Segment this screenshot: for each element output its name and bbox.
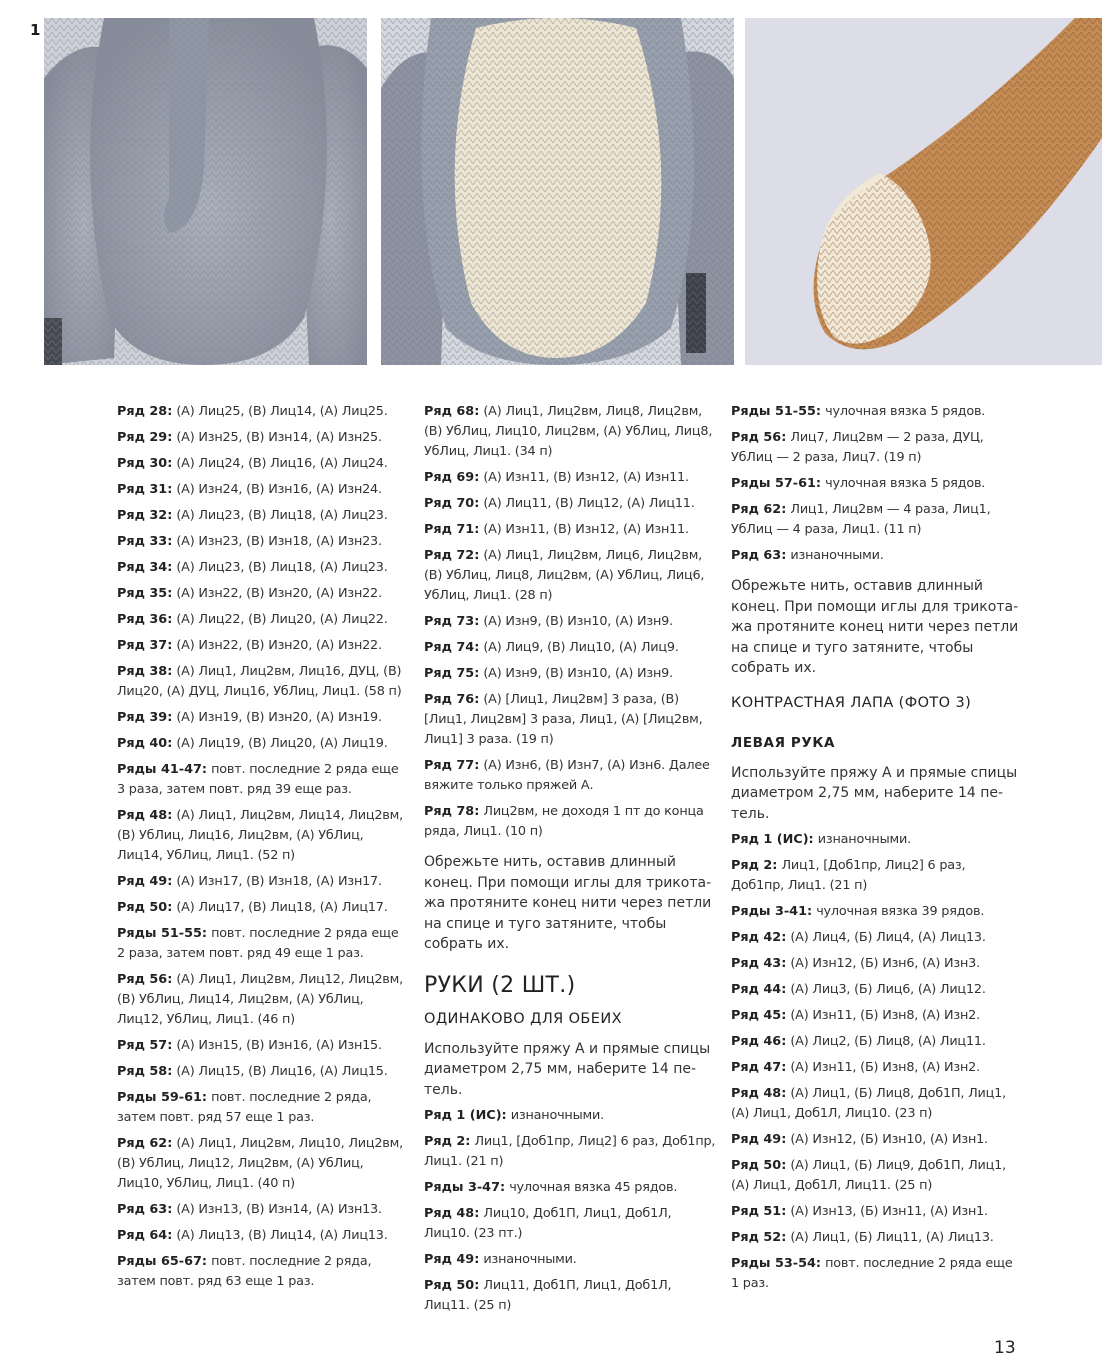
row-label: Ряд 34: bbox=[117, 560, 173, 575]
row-label: Ряд 63: bbox=[731, 548, 787, 563]
instruction-row bbox=[731, 1058, 1021, 1078]
row-text: повт. последние 2 ряда, затем повт. ряд 63 еще 1 раз. bbox=[117, 1254, 372, 1289]
row-label: Ряд 39: bbox=[117, 710, 173, 725]
row-label: Ряд 38: bbox=[117, 664, 173, 679]
row-text: Лиц11, Доб1П, Лиц1, Доб1Л, Лиц11. (25 п) bbox=[424, 1278, 672, 1313]
instruction-row bbox=[117, 662, 407, 702]
row-label: Ряд 74: bbox=[424, 640, 480, 655]
row-label: Ряд 48: bbox=[117, 808, 173, 823]
photo-number-1: 1 bbox=[30, 21, 41, 39]
row-text: Лиц7, Лиц2вм — 2 раза, ДУЦ, УбЛиц — 2 раза, Лиц7. (19 п) bbox=[731, 430, 984, 465]
body-paragraph: Используйте пряжу А и прямые спицы диаметром 2,75 мм, наберите 14 пе-тель. bbox=[731, 764, 1018, 822]
row-text: (A) Лиц3, (Б) Лиц6, (A) Лиц12. bbox=[790, 982, 986, 997]
section-heading: РУКИ (2 ШТ.) bbox=[424, 972, 576, 998]
body-paragraph: Обрежьте нить, оставив длинный конец. При помощи иглы для трикота-жа протяните конец нити через петли на спице и туго затяните, чтобы собрать их. bbox=[424, 854, 712, 952]
row-label: Ряд 30: bbox=[117, 456, 173, 471]
instruction-row bbox=[731, 1032, 1021, 1052]
instruction-row bbox=[117, 1062, 407, 1082]
row-text: (A) Изн9, (B) Изн10, (A) Изн9. bbox=[483, 614, 673, 629]
row-label: Ряд 49: bbox=[117, 874, 173, 889]
row-text: (A) Изн17, (B) Изн18, (A) Изн17. bbox=[176, 874, 382, 889]
instruction-row bbox=[731, 1006, 1021, 1026]
page-number: 13 bbox=[994, 1338, 1016, 1358]
row-label: Ряд 49: bbox=[424, 1252, 480, 1267]
row-label: Ряд 69: bbox=[424, 470, 480, 485]
instruction-row bbox=[731, 546, 1021, 566]
row-label: Ряд 56: bbox=[731, 430, 787, 445]
row-text: повт. последние 2 ряда еще 1 раз. bbox=[731, 1256, 1013, 1291]
instruction-row bbox=[117, 636, 407, 656]
row-text: изнаночными. bbox=[510, 1108, 604, 1123]
row-text: (A) Лиц1, Лиц2вм, Лиц6, Лиц2вм, (B) УбЛиц, Лиц8, Лиц2вм, (A) УбЛиц, Лиц6, УбЛиц, Лиц1. (28 п) bbox=[424, 548, 705, 603]
photo-2-front-view bbox=[381, 18, 734, 365]
row-text: повт. последние 2 ряда еще 2 раза, затем повт. ряд 49 еще 1 раз. bbox=[117, 926, 399, 961]
row-label: Ряды 51-55: bbox=[117, 926, 208, 941]
row-label: Ряд 1 (ИС): bbox=[424, 1108, 507, 1123]
row-text: Лиц2вм, не доходя 1 пт до конца ряда, Лиц1. (10 п) bbox=[424, 804, 704, 839]
row-text: (A) Изн9, (B) Изн10, (A) Изн9. bbox=[483, 666, 673, 681]
column-3 bbox=[731, 402, 1021, 1300]
column-1 bbox=[117, 402, 407, 1298]
row-text: чулочная вязка 39 рядов. bbox=[816, 904, 985, 919]
instruction-row bbox=[117, 760, 407, 800]
instruction-row bbox=[424, 1250, 716, 1270]
instruction-row bbox=[731, 1130, 1021, 1150]
row-text: (A) Лиц23, (B) Лиц18, (A) Лиц23. bbox=[176, 560, 388, 575]
row-label: Ряд 63: bbox=[117, 1202, 173, 1217]
instruction-row bbox=[117, 970, 407, 1030]
row-text: (A) Изн19, (B) Изн20, (A) Изн19. bbox=[176, 710, 382, 725]
instruction-row bbox=[731, 954, 1021, 974]
instruction-row bbox=[117, 1252, 407, 1292]
row-label: Ряд 71: bbox=[424, 522, 480, 537]
row-text: изнаночными. bbox=[790, 548, 884, 563]
row-label: Ряд 44: bbox=[731, 982, 787, 997]
row-text: (A) Лиц23, (B) Лиц18, (A) Лиц23. bbox=[176, 508, 388, 523]
row-label: Ряд 48: bbox=[424, 1206, 480, 1221]
row-text: повт. последние 2 ряда, затем повт. ряд 57 еще 1 раз. bbox=[117, 1090, 372, 1125]
instruction-row bbox=[117, 1226, 407, 1246]
row-label: Ряд 62: bbox=[117, 1136, 173, 1151]
instruction-row bbox=[424, 664, 716, 684]
row-text: (A) Лиц1, (Б) Лиц8, Доб1П, Лиц1, (A) Лиц1, Доб1Л, Лиц10. (23 п) bbox=[731, 1086, 1006, 1121]
photo-3-contrast-paw bbox=[745, 18, 1102, 365]
row-label: Ряд 76: bbox=[424, 692, 480, 707]
row-text: (A) Изн12, (Б) Изн6, (A) Изн3. bbox=[790, 956, 980, 971]
row-label: Ряд 42: bbox=[731, 930, 787, 945]
row-text: (A) Лиц22, (B) Лиц20, (A) Лиц22. bbox=[176, 612, 388, 627]
row-label: Ряд 2: bbox=[731, 858, 778, 873]
instruction-row bbox=[424, 520, 716, 540]
row-label: Ряд 56: bbox=[117, 972, 173, 987]
row-text: (A) Изн22, (B) Изн20, (A) Изн22. bbox=[176, 638, 382, 653]
instruction-row bbox=[117, 610, 407, 630]
row-text: (A) Лиц24, (B) Лиц16, (A) Лиц24. bbox=[176, 456, 388, 471]
row-label: Ряд 50: bbox=[424, 1278, 480, 1293]
row-text: изнаночными. bbox=[817, 832, 911, 847]
row-label: Ряд 68: bbox=[424, 404, 480, 419]
row-label: Ряды 57-61: bbox=[731, 476, 822, 491]
row-text: (A) Лиц1, Лиц2вм, Лиц8, Лиц2вм, (B) УбЛиц, Лиц10, Лиц2вм, (A) УбЛиц, Лиц8, УбЛиц, Лиц1. (34 п) bbox=[424, 404, 713, 459]
row-label: Ряд 36: bbox=[117, 612, 173, 627]
row-label: Ряд 35: bbox=[117, 586, 173, 601]
row-text: (A) Изн6, (B) Изн7, (A) Изн6. Далее вяжите только пряжей А. bbox=[424, 758, 710, 793]
instruction-row bbox=[117, 872, 407, 892]
instruction-row bbox=[117, 584, 407, 604]
row-label: Ряд 70: bbox=[424, 496, 480, 511]
row-text: (A) Лиц1, Лиц2вм, Лиц14, Лиц2вм, (B) УбЛиц, Лиц16, Лиц2вм, (A) УбЛиц, Лиц14, УбЛиц, Лиц1. (52 п) bbox=[117, 808, 403, 863]
row-label: Ряд 58: bbox=[117, 1064, 173, 1079]
row-text: Лиц1, [Доб1пр, Лиц2] 6 раз, Доб1пр, Лиц1. (21 п) bbox=[731, 858, 966, 893]
row-text: (A) Лиц2, (Б) Лиц8, (A) Лиц11. bbox=[790, 1034, 986, 1049]
row-label: Ряды 53-54: bbox=[731, 1256, 822, 1271]
row-text: (A) Лиц9, (B) Лиц10, (A) Лиц9. bbox=[483, 640, 679, 655]
instruction-row bbox=[731, 1156, 1021, 1196]
row-text: (A) Изн11, (B) Изн12, (A) Изн11. bbox=[483, 522, 689, 537]
row-text: (A) Лиц13, (B) Лиц14, (A) Лиц13. bbox=[176, 1228, 388, 1243]
row-text: Лиц10, Доб1П, Лиц1, Доб1Л, Лиц10. (23 пт.) bbox=[424, 1206, 672, 1241]
row-label: Ряд 47: bbox=[731, 1060, 787, 1075]
instruction-row bbox=[731, 928, 1021, 948]
row-text: (A) Изн11, (B) Изн12, (A) Изн11. bbox=[483, 470, 689, 485]
instruction-row bbox=[731, 428, 1021, 468]
instruction-row bbox=[117, 734, 407, 754]
row-label: Ряд 62: bbox=[731, 502, 787, 517]
row-label: Ряд 77: bbox=[424, 758, 480, 773]
instruction-row bbox=[117, 708, 407, 728]
instruction-row bbox=[117, 1088, 407, 1128]
instruction-row bbox=[424, 1276, 716, 1316]
row-label: Ряд 32: bbox=[117, 508, 173, 523]
instruction-row bbox=[424, 402, 716, 462]
body-paragraph: Обрежьте нить, оставив длинный конец. При помощи иглы для трикота-жа протяните конец нити через петли на спице и туго затяните, чтобы собрать их. bbox=[731, 578, 1019, 676]
instruction-row bbox=[731, 1228, 1021, 1248]
row-text: (A) Изн25, (B) Изн14, (A) Изн25. bbox=[176, 430, 382, 445]
instruction-row bbox=[424, 638, 716, 658]
row-text: (A) Изн12, (Б) Изн10, (A) Изн1. bbox=[790, 1132, 988, 1147]
instruction-row bbox=[424, 468, 716, 488]
row-text: (A) Изн11, (Б) Изн8, (A) Изн2. bbox=[790, 1060, 980, 1075]
row-label: Ряды 41-47: bbox=[117, 762, 208, 777]
row-text: повт. последние 2 ряда еще 3 раза, затем повт. ряд 39 еще раз. bbox=[117, 762, 399, 797]
row-label: Ряд 45: bbox=[731, 1008, 787, 1023]
instruction-row bbox=[117, 898, 407, 918]
instruction-row bbox=[731, 902, 1021, 922]
column-2 bbox=[424, 402, 716, 1322]
row-label: Ряд 33: bbox=[117, 534, 173, 549]
row-text: (A) Лиц11, (B) Лиц12, (A) Лиц11. bbox=[483, 496, 695, 511]
row-label: Ряд 75: bbox=[424, 666, 480, 681]
row-label: Ряд 29: bbox=[117, 430, 173, 445]
row-label: Ряды 51-55: bbox=[731, 404, 822, 419]
instruction-row bbox=[731, 1254, 1021, 1294]
instruction-row bbox=[731, 1202, 1021, 1222]
row-label: Ряд 40: bbox=[117, 736, 173, 751]
instruction-row bbox=[117, 506, 407, 526]
instruction-row bbox=[424, 1106, 716, 1126]
row-text: (A) [Лиц1, Лиц2вм] 3 раза, (B) [Лиц1, Лиц2вм] 3 раза, Лиц1, (A) [Лиц2вм, Лиц1] 3 раза. (19 п) bbox=[424, 692, 703, 747]
row-label: Ряд 50: bbox=[731, 1158, 787, 1173]
row-text: (A) Лиц15, (B) Лиц16, (A) Лиц15. bbox=[176, 1064, 388, 1079]
subsection-heading: ОДИНАКОВО ДЛЯ ОБЕИХ bbox=[424, 1010, 622, 1027]
row-text: (A) Изн22, (B) Изн20, (A) Изн22. bbox=[176, 586, 382, 601]
row-label: Ряд 73: bbox=[424, 614, 480, 629]
row-label: Ряд 46: bbox=[731, 1034, 787, 1049]
instruction-row bbox=[731, 500, 1021, 540]
row-label: Ряд 57: bbox=[117, 1038, 173, 1053]
instruction-row bbox=[424, 756, 716, 796]
instruction-row bbox=[117, 480, 407, 500]
row-label: Ряд 78: bbox=[424, 804, 480, 819]
row-label: Ряды 3-41: bbox=[731, 904, 813, 919]
instruction-row bbox=[731, 474, 1021, 494]
instruction-row bbox=[424, 1132, 716, 1172]
row-text: (A) Изн23, (B) Изн18, (A) Изн23. bbox=[176, 534, 382, 549]
row-label: Ряды 3-47: bbox=[424, 1180, 506, 1195]
instruction-row bbox=[424, 1204, 716, 1244]
row-text: (A) Изн13, (B) Изн14, (A) Изн13. bbox=[176, 1202, 382, 1217]
row-text: (A) Изн13, (Б) Изн11, (A) Изн1. bbox=[790, 1204, 988, 1219]
row-text: чулочная вязка 45 рядов. bbox=[509, 1180, 678, 1195]
row-label: Ряд 48: bbox=[731, 1086, 787, 1101]
instruction-row bbox=[424, 690, 716, 750]
row-text: (A) Изн11, (Б) Изн8, (A) Изн2. bbox=[790, 1008, 980, 1023]
row-text: (A) Лиц17, (B) Лиц18, (A) Лиц17. bbox=[176, 900, 388, 915]
row-label: Ряд 72: bbox=[424, 548, 480, 563]
minor-heading: ЛЕВАЯ РУКА bbox=[731, 734, 836, 751]
instruction-row bbox=[117, 1036, 407, 1056]
row-label: Ряд 37: bbox=[117, 638, 173, 653]
instruction-row bbox=[424, 802, 716, 842]
row-label: Ряд 31: bbox=[117, 482, 173, 497]
row-text: чулочная вязка 5 рядов. bbox=[825, 476, 986, 491]
instruction-row bbox=[117, 402, 407, 422]
instruction-row bbox=[424, 612, 716, 632]
instruction-row bbox=[117, 1200, 407, 1220]
instruction-row bbox=[117, 1134, 407, 1194]
row-text: (A) Лиц1, (Б) Лиц9, Доб1П, Лиц1, (A) Лиц1, Доб1Л, Лиц11. (25 п) bbox=[731, 1158, 1006, 1193]
instruction-row bbox=[424, 1178, 716, 1198]
body-paragraph: Используйте пряжу А и прямые спицы диаметром 2,75 мм, наберите 14 пе-тель. bbox=[424, 1040, 711, 1098]
instruction-row bbox=[117, 532, 407, 552]
row-text: (A) Лиц1, Лиц2вм, Лиц16, ДУЦ, (B) Лиц20, (A) ДУЦ, Лиц16, УбЛиц, Лиц1. (58 п) bbox=[117, 664, 402, 699]
subsection-heading: КОНТРАСТНАЯ ЛАПА (ФОТО 3) bbox=[731, 694, 972, 711]
photo-1-back-view bbox=[44, 18, 367, 365]
row-text: (A) Изн24, (B) Изн16, (A) Изн24. bbox=[176, 482, 382, 497]
instruction-row bbox=[117, 454, 407, 474]
row-label: Ряд 1 (ИС): bbox=[731, 832, 814, 847]
instruction-row bbox=[117, 428, 407, 448]
instruction-row bbox=[117, 558, 407, 578]
row-label: Ряд 51: bbox=[731, 1204, 787, 1219]
instruction-row bbox=[731, 1084, 1021, 1124]
instruction-row bbox=[424, 546, 716, 606]
row-text: чулочная вязка 5 рядов. bbox=[825, 404, 986, 419]
row-label: Ряд 50: bbox=[117, 900, 173, 915]
row-text: (A) Лиц25, (B) Лиц14, (A) Лиц25. bbox=[176, 404, 388, 419]
instruction-row bbox=[731, 856, 1021, 896]
row-text: (A) Лиц1, Лиц2вм, Лиц12, Лиц2вм, (B) УбЛиц, Лиц14, Лиц2вм, (A) УбЛиц, Лиц12, УбЛиц, Лиц1. (46 п) bbox=[117, 972, 403, 1027]
row-text: (A) Лиц1, Лиц2вм, Лиц10, Лиц2вм, (B) УбЛиц, Лиц12, Лиц2вм, (A) УбЛиц, Лиц10, УбЛиц, Лиц1. (40 п) bbox=[117, 1136, 403, 1191]
row-text: (A) Лиц1, (Б) Лиц11, (A) Лиц13. bbox=[790, 1230, 994, 1245]
instruction-row bbox=[731, 402, 1021, 422]
row-text: Лиц1, [Доб1пр, Лиц2] 6 раз, Доб1пр, Лиц1. (21 п) bbox=[424, 1134, 716, 1169]
instruction-row bbox=[731, 980, 1021, 1000]
row-text: (A) Лиц4, (Б) Лиц4, (A) Лиц13. bbox=[790, 930, 986, 945]
row-label: Ряд 43: bbox=[731, 956, 787, 971]
row-text: (A) Изн15, (B) Изн16, (A) Изн15. bbox=[176, 1038, 382, 1053]
row-text: изнаночными. bbox=[483, 1252, 577, 1267]
row-label: Ряды 59-61: bbox=[117, 1090, 208, 1105]
row-label: Ряд 52: bbox=[731, 1230, 787, 1245]
row-label: Ряд 2: bbox=[424, 1134, 471, 1149]
instruction-row bbox=[117, 924, 407, 964]
instruction-row bbox=[424, 494, 716, 514]
instruction-row bbox=[117, 806, 407, 866]
row-label: Ряд 28: bbox=[117, 404, 173, 419]
row-label: Ряд 49: bbox=[731, 1132, 787, 1147]
row-text: (A) Лиц19, (B) Лиц20, (A) Лиц19. bbox=[176, 736, 388, 751]
row-label: Ряд 64: bbox=[117, 1228, 173, 1243]
row-text: Лиц1, Лиц2вм — 4 раза, Лиц1, УбЛиц — 4 раза, Лиц1. (11 п) bbox=[731, 502, 991, 537]
instruction-row bbox=[731, 830, 1021, 850]
row-label: Ряды 65-67: bbox=[117, 1254, 208, 1269]
